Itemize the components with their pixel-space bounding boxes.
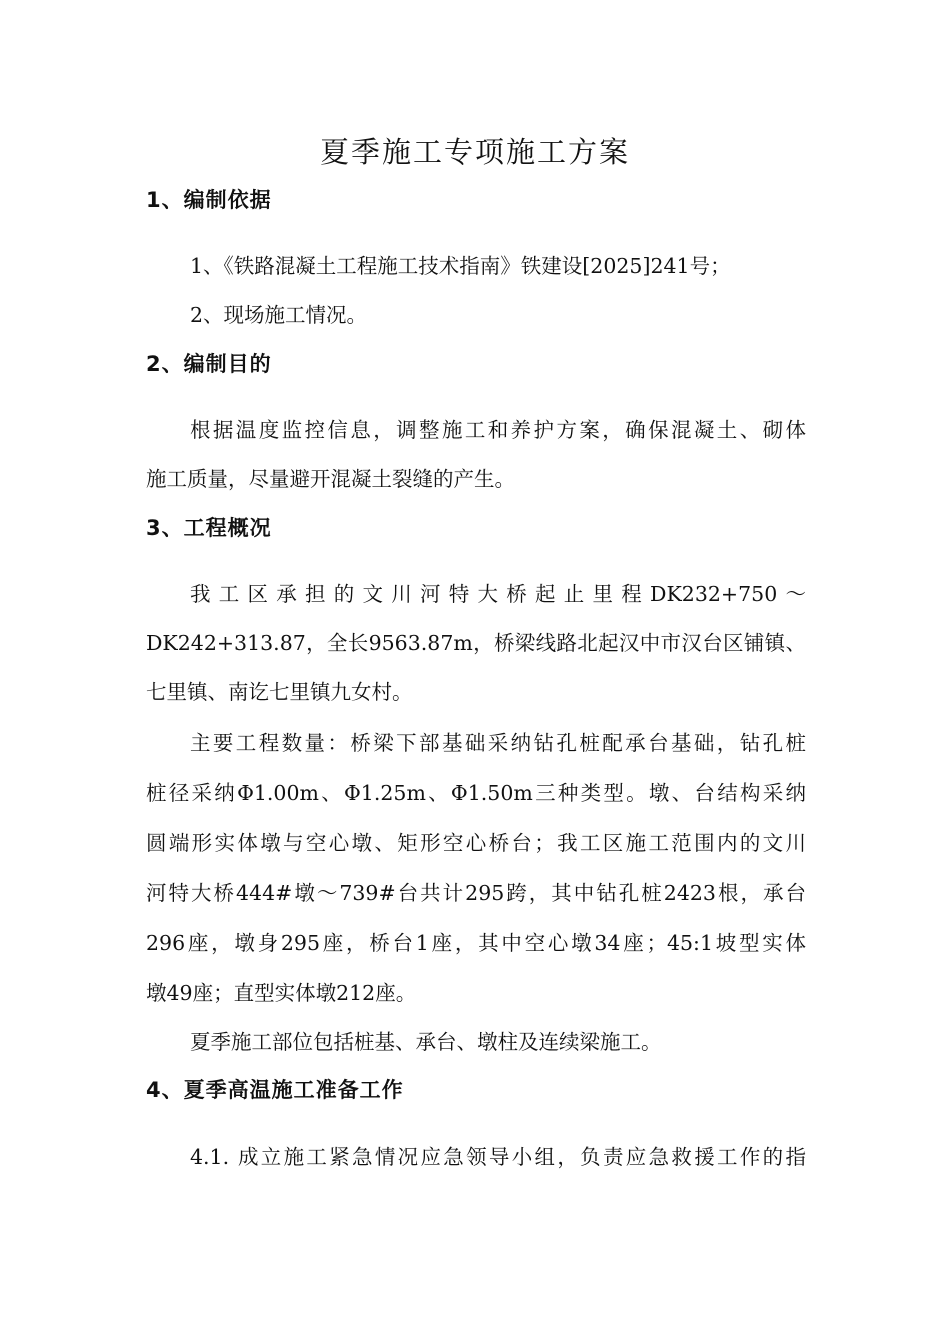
- paragraph-line: 墩49座；直型实体墩212座。: [146, 981, 417, 1005]
- paragraph-line: 夏季施工部位包括桩基、承台、墩柱及连续梁施工。: [190, 1030, 662, 1054]
- section-heading-1: 1、编制依据: [146, 188, 272, 212]
- paragraph-line: 圆端形实体墩与空心墩、矩形空心桥台；我工区施工范围内的文川: [146, 831, 806, 855]
- paragraph-line: 296座，墩身295座，桥台1座，其中空心墩34座；45:1坡型实体: [146, 931, 806, 955]
- paragraph-line: 4.1. 成立施工紧急情况应急领导小组，负责应急救援工作的指: [190, 1145, 806, 1169]
- paragraph-line: 根据温度监控信息，调整施工和养护方案，确保混凝土、砌体: [190, 418, 806, 442]
- paragraph-line: 我工区承担的文川河特大桥起止里程DK232+750～: [190, 582, 806, 606]
- paragraph-line: 七里镇、南讫七里镇九女村。: [146, 680, 413, 704]
- paragraph-line: DK242+313.87，全长9563.87m，桥梁线路北起汉中市汉台区铺镇、: [146, 631, 806, 655]
- paragraph-line: 2、现场施工情况。: [190, 303, 368, 327]
- section-heading-4: 4、夏季高温施工准备工作: [146, 1078, 404, 1102]
- document-title: 夏季施工专项施工方案: [319, 135, 630, 169]
- paragraph-line: 河特大桥444#墩～739#台共计295跨，其中钻孔桩2423根，承台: [146, 881, 806, 905]
- paragraph-line: 主要工程数量：桥梁下部基础采纳钻孔桩配承台基础，钻孔桩: [190, 731, 806, 755]
- paragraph-line: 施工质量，尽量避开混凝土裂缝的产生。: [146, 467, 515, 491]
- section-heading-3: 3、工程概况: [146, 516, 272, 540]
- section-heading-2: 2、编制目的: [146, 352, 272, 376]
- paragraph-line: 1、《铁路混凝土工程施工技术指南》铁建设[2025]241号；: [190, 254, 731, 278]
- paragraph-line: 桩径采纳Φ1.00m、Φ1.25m、Φ1.50m三种类型。墩、台结构采纳: [146, 781, 806, 805]
